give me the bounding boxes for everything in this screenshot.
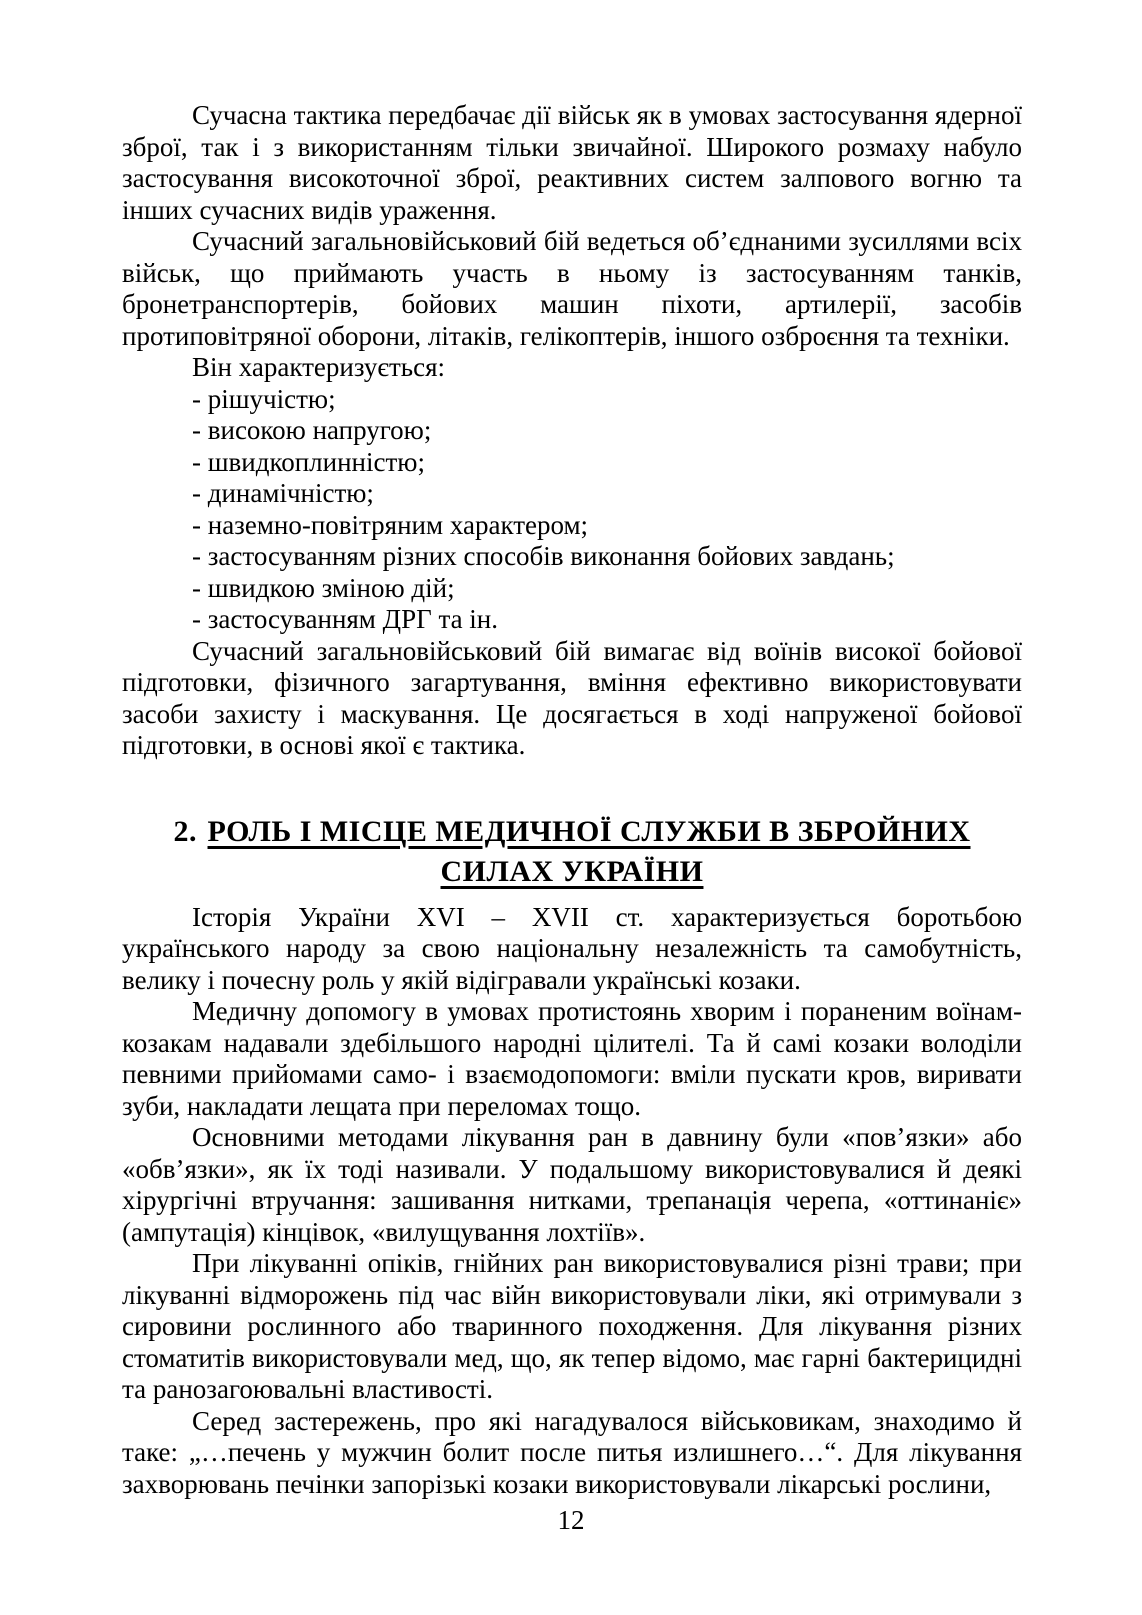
list-item-characteristic: - рішучістю; (192, 383, 336, 414)
paragraph-history-ukraine: Історія України XVI – XVII ст. характеризується боротьбою українського народу за свою національну незалежність та самобутність, велику і почесну роль у якій відігравали українські козаки. (122, 901, 1022, 995)
page-content (122, 100, 1022, 1500)
paragraph-combined-arms-battle: Сучасний загальновійськовий бій ведеться об’єднаними зусиллями всіх військ, що приймають участь в ньому із застосуванням танків, бронетранспортерів, бойових машин піхоти, артилерії, засобів протиповітряної оборони, літаків, гелікоптерів, іншого озброєння та техніки. (122, 226, 1022, 351)
heading-number: 2. (173, 814, 198, 848)
page-number: 12 (557, 1505, 585, 1535)
list-item-characteristic: - динамічністю; (192, 478, 374, 508)
list-item-characteristic: - наземно-повітряним характером; (192, 509, 589, 540)
list-item-characteristic: - застосуванням різних способів виконання бойових завдань; (192, 541, 895, 571)
list-item-characteristic: - швидкоплинністю; (192, 446, 425, 477)
list-item-characteristic: - застосуванням ДРГ та ін. (192, 604, 499, 634)
section-heading (122, 812, 1022, 892)
paragraph-liver-warnings: Серед застережень, про які нагадувалося військовикам, знаходимо й таке: „…печень у мужчин болит после питья излишнего…“. Для лікування захворювань печінки запорізькі козаки використовували лікарські рослини, (122, 1405, 1022, 1499)
heading-title: РОЛЬ І МІСЦЕ МЕДИЧНОЇ СЛУЖБИ В ЗБРОЙНИХ СИЛАХ УКРАЇНИ (207, 814, 971, 888)
paragraph-modern-tactics: Сучасна тактика передбачає дії військ як в умовах застосування ядерної зброї, так і з використанням тільки звичайної. Широкого розмаху набуло застосування високоточної зброї, реактивних систем залпового вогню та інших сучасних видів ураження. (122, 100, 1022, 225)
list-item-characteristic: - швидкою зміною дій; (192, 572, 455, 603)
paragraph-herbs-honey: При лікуванні опіків, гнійних ран використовувалися різні трави; при лікуванні відморожень під час війн використовували ліки, які отримували з сировини рослинного або тваринного походження. Для лікування різних стоматитів використовували мед, що, як тепер відомо, має гарні бактерицидні та ранозагоювальні властивості. (122, 1248, 1022, 1404)
list-item-characteristic: - високою напругою; (192, 415, 432, 445)
paragraph-folk-healers: Медичну допомогу в умовах протистоянь хворим і пораненим воїнам-козакам надавали здебільшого народні цілителі. Та й самі козаки володіли певними прийомами само- і взаємодопомоги: вміли пускати кров, виривати зуби, накладати лещата при переломах тощо. (122, 996, 1022, 1121)
paragraph-battle-requirements: Сучасний загальновійськовий бій вимагає від воїнів високої бойової підготовки, фізичного загартування, вміння ефективно використовувати засоби захисту і маскування. Це досягається в ході напруженої бойової підготовки, в основі якої є тактика. (122, 635, 1022, 760)
paragraph-treatment-methods: Основними методами лікування ран в давнину були «пов’язки» або «обв’язки», як їх тоді називали. У подальшому використовувалися й деякі хірургічні втручання: зашивання нитками, трепанація черепа, «оттинаніє» (ампутація) кінцівок, «вилущування лохтіїв». (122, 1122, 1022, 1247)
list-intro-characteristics: Він характеризується: (192, 352, 446, 382)
